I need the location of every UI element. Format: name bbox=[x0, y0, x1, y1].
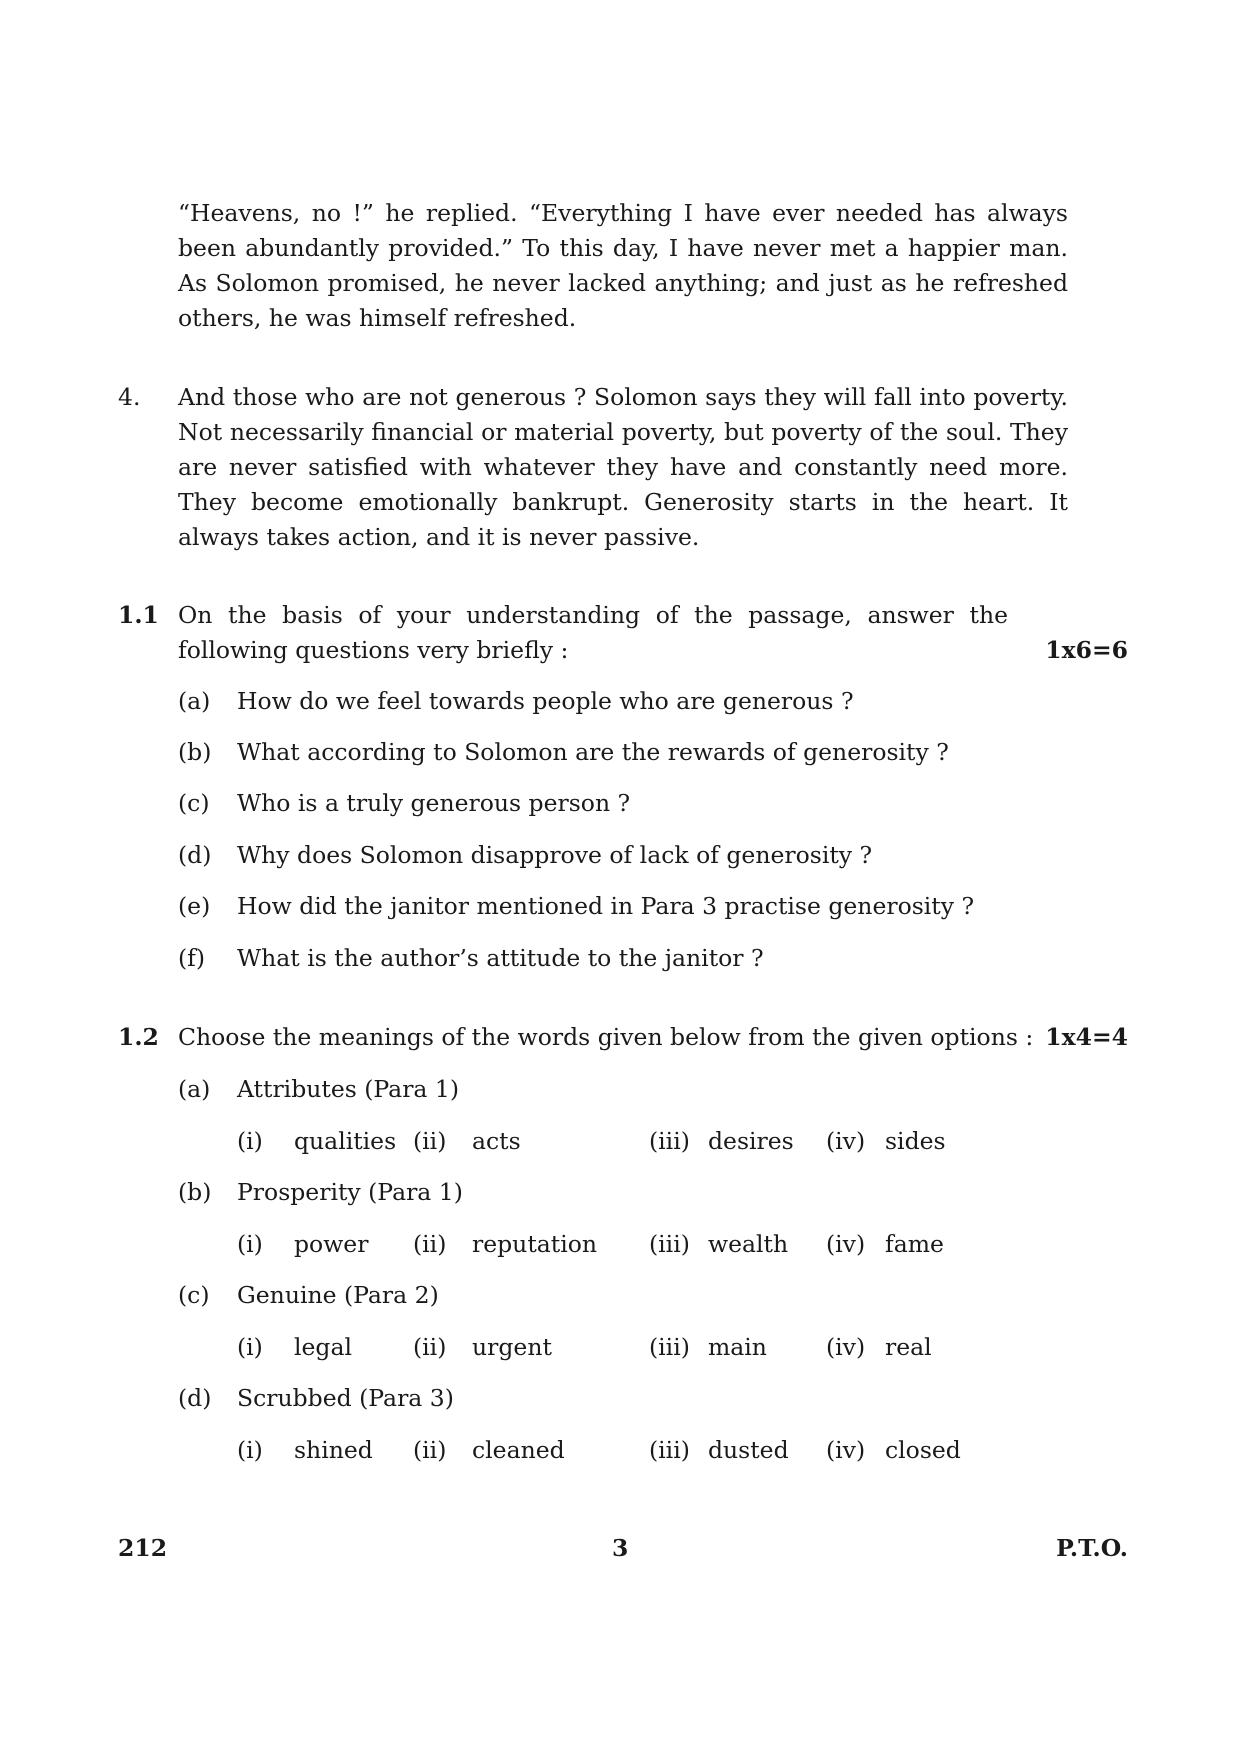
option-text: acts bbox=[472, 1127, 521, 1155]
para-number: 4. bbox=[118, 383, 141, 411]
vocab-item-label: (a) bbox=[178, 1075, 211, 1103]
sub-question-label: (e) bbox=[178, 892, 211, 920]
sub-question-text: How did the janitor mentioned in Para 3 practise generosity ? bbox=[237, 892, 975, 920]
option-number: (ii) bbox=[413, 1436, 447, 1464]
sub-question-label: (b) bbox=[178, 738, 212, 766]
option-number: (i) bbox=[237, 1333, 263, 1361]
sub-question-text: Who is a truly generous person ? bbox=[237, 789, 631, 817]
vocab-word: Prosperity (Para 1) bbox=[237, 1178, 463, 1206]
option-text: cleaned bbox=[472, 1436, 565, 1464]
paragraph-4: And those who are not generous ? Solomon says they will fall into poverty. Not necessarily financial or material poverty, but poverty of the soul. They are never satisfied with whatever they have and constantly need more. They become emotionally bankrupt. Generosity starts in the heart. It always takes action, and it is never passive. bbox=[178, 383, 1068, 551]
option-number: (iii) bbox=[649, 1436, 690, 1464]
option-text: urgent bbox=[472, 1333, 552, 1361]
option-text: real bbox=[885, 1333, 932, 1361]
vocab-item-label: (b) bbox=[178, 1178, 212, 1206]
marks-label: 1x4=4 bbox=[1045, 1023, 1128, 1051]
sub-question-text: How do we feel towards people who are generous ? bbox=[237, 687, 854, 715]
option-number: (iii) bbox=[649, 1333, 690, 1361]
option-number: (iv) bbox=[826, 1436, 866, 1464]
option-number: (ii) bbox=[413, 1230, 447, 1258]
sub-question-text: Why does Solomon disapprove of lack of generosity ? bbox=[237, 841, 873, 869]
vocab-item-label: (d) bbox=[178, 1384, 212, 1412]
option-number: (i) bbox=[237, 1436, 263, 1464]
option-text: wealth bbox=[708, 1230, 789, 1258]
sub-question-text: What according to Solomon are the rewards of generosity ? bbox=[237, 738, 949, 766]
vocab-item-label: (c) bbox=[178, 1281, 210, 1309]
option-text: main bbox=[708, 1333, 767, 1361]
option-number: (iv) bbox=[826, 1230, 866, 1258]
option-text: desires bbox=[708, 1127, 794, 1155]
option-number: (ii) bbox=[413, 1127, 447, 1155]
continuation-paragraph: “Heavens, no !” he replied. “Everything I have ever needed has always been abundantly provided.” To this day, I have never met a happier man. As Solomon promised, he never lacked anything; and just as he refreshed others, he was himself refreshed. bbox=[178, 199, 1068, 332]
option-text: power bbox=[294, 1230, 369, 1258]
sub-question-label: (c) bbox=[178, 789, 210, 817]
sub-question-label: (d) bbox=[178, 841, 212, 869]
option-text: sides bbox=[885, 1127, 946, 1155]
option-number: (iii) bbox=[649, 1127, 690, 1155]
option-text: shined bbox=[294, 1436, 373, 1464]
vocab-word: Genuine (Para 2) bbox=[237, 1281, 439, 1309]
vocab-word: Scrubbed (Para 3) bbox=[237, 1384, 454, 1412]
question-number: 1.2 bbox=[118, 1023, 159, 1051]
option-number: (ii) bbox=[413, 1333, 447, 1361]
option-number: (i) bbox=[237, 1230, 263, 1258]
option-text: dusted bbox=[708, 1436, 789, 1464]
option-text: qualities bbox=[294, 1127, 397, 1155]
option-number: (iv) bbox=[826, 1333, 866, 1361]
vocab-word: Attributes (Para 1) bbox=[237, 1075, 460, 1103]
question-prompt: Choose the meanings of the words given below from the given options : bbox=[178, 1023, 1034, 1051]
option-number: (iv) bbox=[826, 1127, 866, 1155]
page-number: 3 bbox=[612, 1534, 629, 1562]
sub-question-label: (a) bbox=[178, 687, 211, 715]
sub-question-label: (f) bbox=[178, 944, 206, 972]
sub-question-text: What is the author’s attitude to the janitor ? bbox=[237, 944, 764, 972]
option-text: reputation bbox=[472, 1230, 598, 1258]
pto-label: P.T.O. bbox=[1056, 1534, 1128, 1562]
option-number: (i) bbox=[237, 1127, 263, 1155]
option-number: (iii) bbox=[649, 1230, 690, 1258]
paper-code: 212 bbox=[118, 1534, 168, 1562]
option-text: closed bbox=[885, 1436, 961, 1464]
question-number: 1.1 bbox=[118, 601, 159, 629]
option-text: fame bbox=[885, 1230, 944, 1258]
question-prompt: On the basis of your understanding of the passage, answer the following questions very briefly : bbox=[178, 601, 1008, 664]
marks-label: 1x6=6 bbox=[1045, 636, 1128, 664]
option-text: legal bbox=[294, 1333, 352, 1361]
